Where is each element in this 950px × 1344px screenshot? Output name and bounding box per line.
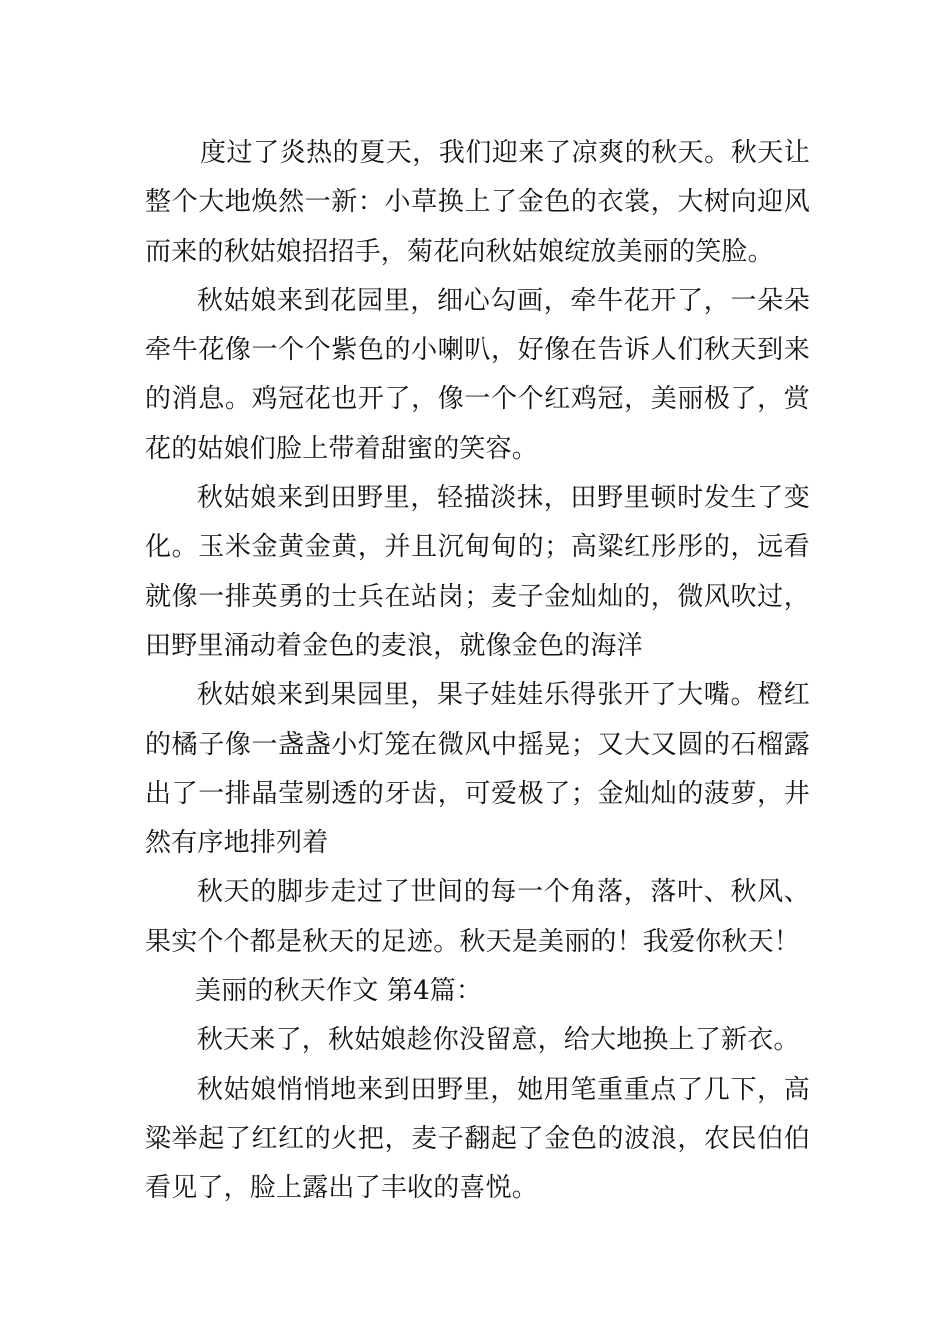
- paragraph-new-clothes: 秋天来了，秋姑娘趁你没留意，给大地换上了新衣。: [197, 1025, 800, 1056]
- document-body: [145, 129, 810, 1214]
- paragraph-autumn-arrives: 度过了炎热的夏天，我们迎来了凉爽的秋天。秋天让整个大地焕然一新：小草换上了金色的衣裳，大树向迎风而来的秋姑娘招招手，菊花向秋姑娘绽放美丽的笑脸。: [145, 138, 810, 267]
- paragraph-harvest: 秋姑娘悄悄地来到田野里，她用笔重重点了几下，高粱举起了红红的火把，麦子翻起了金色的波浪，农民伯伯看见了，脸上露出了丰收的喜悦。: [145, 1074, 810, 1204]
- section-heading: 美丽的秋天作文 第4篇：: [195, 976, 483, 1007]
- paragraph-orchard: 秋姑娘来到果园里，果子娃娃乐得张开了大嘴。橙红的橘子像一盏盏小灯笼在微风中摇晃；又大又圆的石榴露出了一排晶莹剔透的牙齿，可爱极了；金灿灿的菠萝，井然有序地排列着: [145, 680, 810, 859]
- paragraph-conclusion: 秋天的脚步走过了世间的每一个角落，落叶、秋风、果实个个都是秋天的足迹。秋天是美丽的！我爱你秋天！: [145, 877, 810, 957]
- paragraph-fields: 秋姑娘来到田野里，轻描淡抹，田野里顿时发生了变化。玉米金黄金黄，并且沉甸甸的；高粱红彤彤的，远看就像一排英勇的士兵在站岗；麦子金灿灿的，微风吹过，田野里涌动着金色的麦浪，就像金色的海洋: [145, 483, 810, 661]
- paragraph-garden: 秋姑娘来到花园里，细心勾画，牵牛花开了，一朵朵牵牛花像一个个紫色的小喇叭，好像在告诉人们秋天到来的消息。鸡冠花也开了，像一个个红鸡冠，美丽极了，赏花的姑娘们脸上带着甜蜜的笑容。: [145, 285, 810, 464]
